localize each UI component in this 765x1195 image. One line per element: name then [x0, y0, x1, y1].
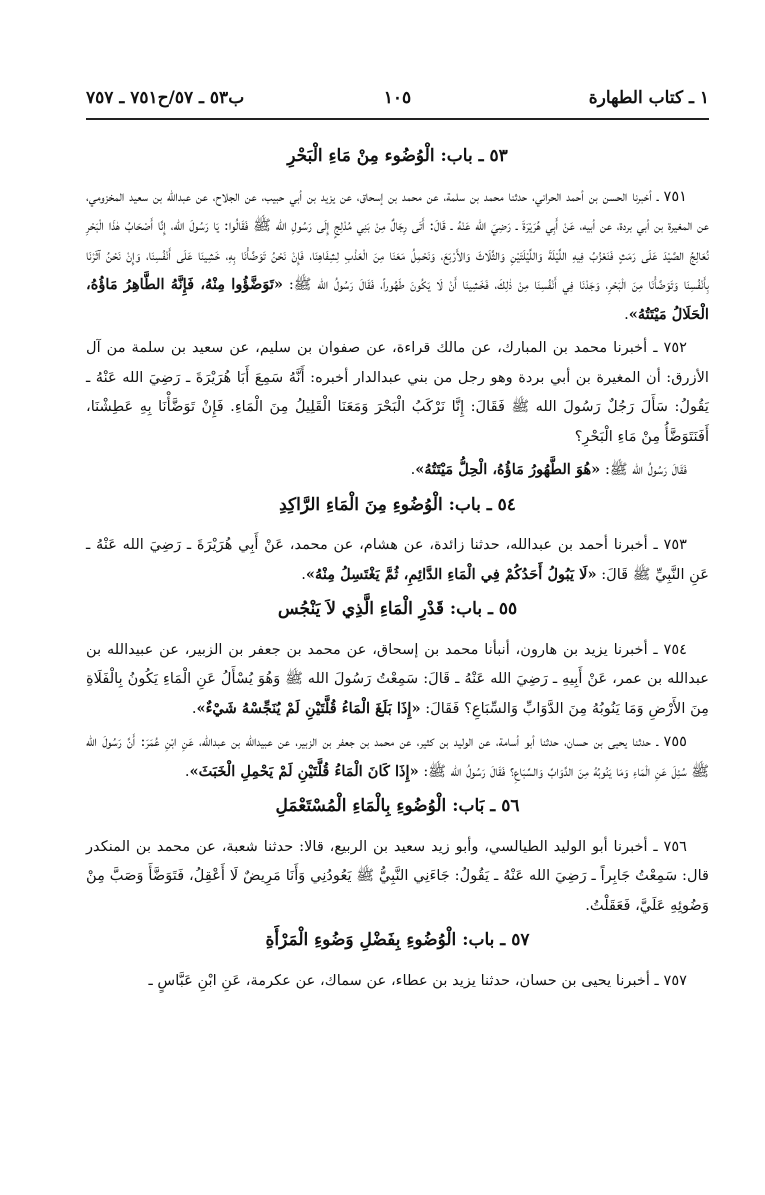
prophetic-saying: «لَا يَبُولُ أَحَدُكُمْ فِي الْمَاءِ الدَّائِمِ، ثُمَّ يَغْتَسِلُ مِنْهُ» — [305, 565, 597, 583]
section-title-57: ٥٧ ـ باب: الْوُضُوءِ بِفَضْلِ وَضُوءِ الْمَرْأَةِ — [265, 930, 530, 950]
header-rule — [86, 118, 709, 120]
page-header — [86, 88, 709, 116]
hadith-753: ٧٥٣ ـ أخبرنا أحمد بن عبدالله، حدثنا زائدة، عن هشام، عن محمد، عَنْ أَبِي هُرَيْرَةَ ـ رَضِيَ الله عَنْهُ ـ عَنِ النَّبِيِّ ﷺ قَالَ: «لَا يَبُولُ أَحَدُكُمْ فِي الْمَاءِ الدَّائِمِ، ثُمَّ يَغْتَسِلُ مِنْهُ». — [86, 536, 709, 583]
hadith-757: ٧٥٧ ـ أخبرنا يحيى بن حسان، حدثنا يزيد بن عطاء، عن سماك، عن عكرمة، عَنِ ابْنِ عَبَّاسٍ ـ — [148, 971, 687, 989]
section-title-55: ٥٥ ـ باب: قَدْرِ الْمَاءِ الَّذِي لاَ يَنْجُس — [277, 599, 518, 619]
prophetic-saying: «إِذَا بَلَغَ الْمَاءُ قُلَّتَيْنِ لَمْ يُنَجِّسْهُ شَيْءٌ» — [196, 699, 421, 717]
prophetic-saying: «تَوَضَّؤُوا مِنْهُ، فَإِنَّهُ الطَّاهِرُ مَاؤُهُ، الْحَلَالُ مَيْتَتُهُ» — [86, 276, 709, 323]
range-reference: ب٥٣ ـ ٥٧/ح٧٥١ ـ ٧٥٧ — [86, 88, 245, 108]
hadith-754: ٧٥٤ ـ أخبرنا يزيد بن هارون، أنبأنا محمد بن إسحاق، عن محمد بن جعفر بن الزبير، عن عبيدالله بن عبدالله بن عمر، عَنْ أَبِيهِ ـ رَضِيَ الله عَنْهُ ـ قَالَ: سَمِعْتُ رَسُولَ الله ﷺ وَهُوَ يُسْأَلُ عَنِ الْمَاءِ يَكُونُ بِالْفَلَاةِ مِنَ الأَرْضِ وَمَا يَنُوبُهُ مِنَ الدَّوَابِّ وَالسِّبَاعِ؟ فَقَالَ: «إِذَا بَلَغَ الْمَاءُ قُلَّتَيْنِ لَمْ يُنَجِّسْهُ شَيْءٌ». — [86, 640, 709, 717]
hadith-752: ٧٥٢ ـ أخبرنا محمد بن المبارك، عن مالك قراءة، عن صفوان بن سليم، عن سعيد بن سلمة من آل الأزرق: أن المغيرة بن أبي بردة وهو رجل من بني عبدالدار أخبره: أَنَّهُ سَمِعَ أَبَا هُرَيْرَةَ ـ رَضِيَ الله عَنْهُ ـ يَقُولُ: سَأَلَ رَجُلٌ رَسُولَ الله ﷺ فَقَالَ: إِنَّا نَرْكَبُ الْبَحْرَ وَمَعَنَا الْقَلِيلُ مِنَ الْمَاءِ. فَإِنْ تَوَضَّأْنَا بِهِ عَطِشْنَا، أَفَنَتَوَضَّأُ مِنْ مَاءِ الْبَحْرِ؟ — [86, 339, 709, 445]
hadith-751: ٧٥١ ـ أخبرنا الحسن بن أحمد الحراني، حدثنا محمد بن سلمة، عن محمد بن إسحاق، عن يزيد بن أبي حبيب، عن الجلاح، عن عبدالله بن سعيد المخزومي، عن المغيرة بن أبي بردة، عن أبيه، عَنْ أَبِي هُرَيْرَةَ ـ رَضِيَ الله عَنْهُ ـ قَالَ: أَتَى رِجَالٌ مِنْ بَنِي مُدْلِجٍ إِلَى رَسُولِ الله ﷺ فَقَالُوا: يَا رَسُولَ الله، إِنَّا أَصْحَابُ هٰذَا الْبَحْرِ نُعَالِجُ الصَّيْدَ عَلَى رَمَثٍ فَنَعْزُبُ فِيهِ اللَّيْلَةَ وَاللَّيْلَتَيْنِ وَالثَّلَاثَ وَالأَرْبَعَ، وَنَحْمِلُ مَعَنَا مِنَ الْعَذْبِ لِشِفَاهِنَا، فَإِنْ نَحْنُ تَوَضَّأْنَا بِهِ، خَشِينَا عَلَى أَنْفُسِنَا، وَإِنْ نَحْنُ آثَرْنَا بِأَنْفُسِنَا وَتَوَضَّأْنَا مِنَ الْبَحْرِ، وَجَدْنَا فِي أَنْفُسِنَا مِنْ ذٰلِكَ، فَخَشِينَا أَنْ لَا يَكُونَ طَهُوراً، فَقَالَ رَسُولُ الله ﷺ: «تَوَضَّؤُوا مِنْهُ، فَإِنَّهُ الطَّاهِرُ مَاؤُهُ، الْحَلَالُ مَيْتَتُهُ». — [86, 187, 710, 323]
section-title-56: ٥٦ ـ بَاب: الْوُضُوءِ بِالْمَاءِ الْمُسْتَعْمَلِ — [275, 796, 520, 816]
hadith-752-answer: فَقَالَ رَسُولُ الله ﷺ: «هُوَ الطَّهُورُ مَاؤُهُ، الْحِلُّ مَيْتَتُهُ». — [410, 461, 687, 478]
prophetic-saying: «إِذَا كَانَ الْمَاءُ قُلَّتَيْنِ لَمْ يَحْمِلِ الْخَبَثَ» — [189, 762, 419, 780]
page-content — [86, 136, 709, 999]
hadith-756: ٧٥٦ ـ أخبرنا أبو الوليد الطيالسي، وأبو زيد سعيد بن الربيع، قالا: حدثنا شعبة، عن محمد بن المنكدر قال: سَمِعْتُ جَابِراً ـ رَضِيَ الله عَنْهُ ـ يَقُولُ: جَاءَنِي النَّبِيُّ ﷺ يَعُودُنِي وَأَنَا مَرِيضٌ لَا أَعْقِلُ، فَتَوَضَّأَ وَصَبَّ مِنْ وَضُوئِهِ عَلَيَّ، فَعَقَلْتُ. — [86, 837, 709, 914]
prophetic-saying: «هُوَ الطَّهُورُ مَاؤُهُ، الْحِلُّ مَيْتَتُهُ» — [415, 461, 601, 478]
hadith-755: ٧٥٥ ـ حدثنا يحيى بن حسان، حدثنا أبو أسامة، عن الوليد بن كثير، عن محمد بن جعفر بن الزبير، عن عبيدالله بن عبدالله، عَنِ ابْنِ عُمَرَ: أَنَّ رَسُولَ الله ﷺ سُئِلَ عَنِ الْمَاءِ وَمَا يَنُوبُهُ مِنَ الدَّوَابِّ وَالسِّبَاعِ؟ فَقَالَ رَسُولُ الله ﷺ: «إِذَا كَانَ الْمَاءُ قُلَّتَيْنِ لَمْ يَحْمِلِ الْخَبَثَ». — [86, 733, 709, 780]
section-title-54: ٥٤ ـ باب: الْوُضُوءِ مِنَ الْمَاءِ الرَّاكِدِ — [279, 494, 516, 515]
chapter-title: ١ ـ كتاب الطهارة — [588, 88, 709, 108]
section-title-53: ٥٣ ـ باب: الْوُضُوء مِنْ مَاءِ الْبَحْرِ — [287, 146, 508, 166]
page-number: ١٠٥ — [383, 88, 412, 108]
